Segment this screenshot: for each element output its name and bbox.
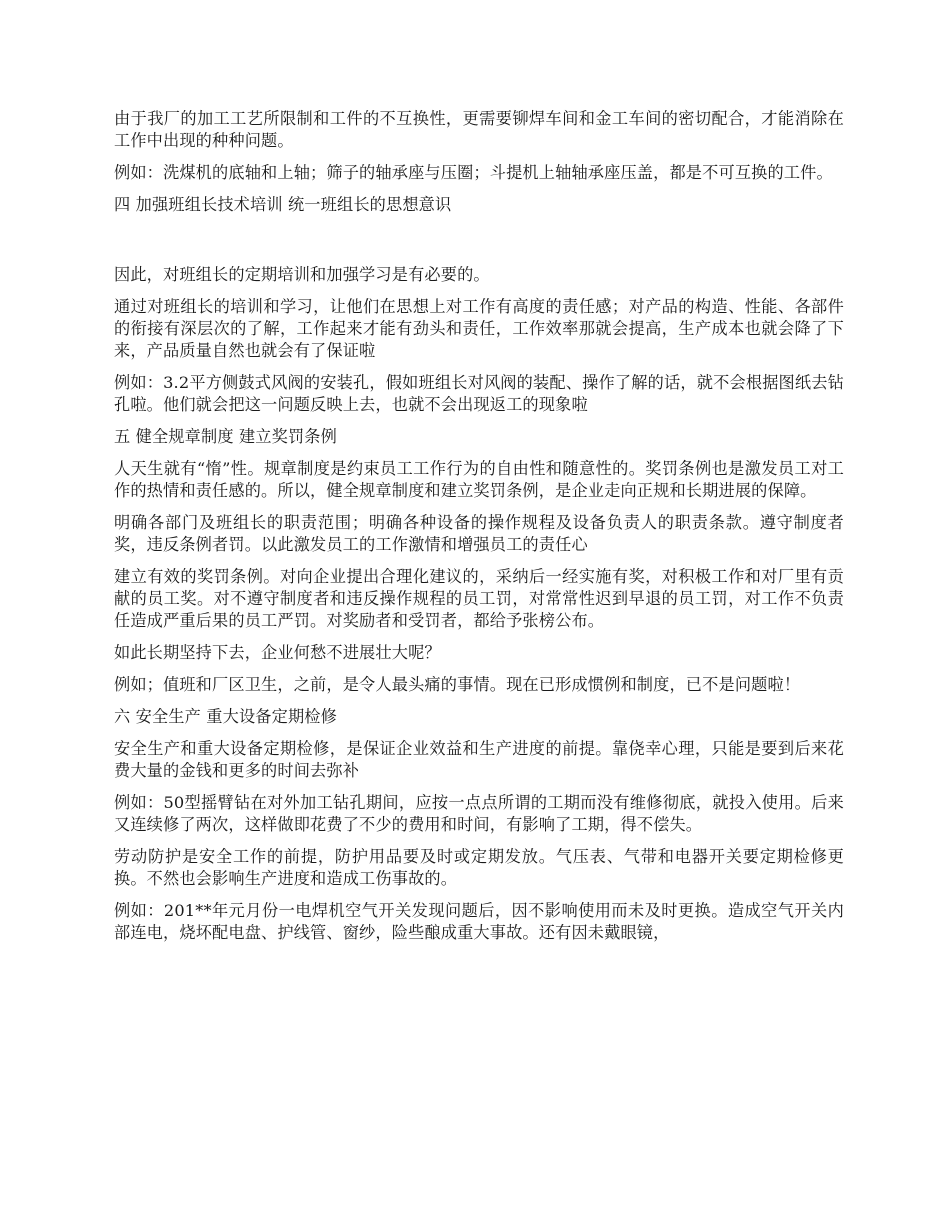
paragraph: 如此长期坚持下去，企业何愁不进展壮大呢？ <box>114 643 441 662</box>
paragraph: 例如；值班和厂区卫生，之前，是令人最头痛的事情。现在已形成惯例和制度，已不是问题啦！ <box>114 675 801 694</box>
paragraph: 例如：50型摇臂钻在对外加工钻孔期间，应按一点点所谓的工期而没有维修彻底，就投入使用。后来又连续修了两次，这样做即花费了不少的费用和时间，有影响了工期，得不偿失。 <box>114 793 844 834</box>
paragraph: 例如：201**年元月份一电焊机空气开关发现问题后，因不影响使用而未及时更换。造成空气开关内部连电，烧坏配电盘、护线管、窗纱，险些酿成重大事故。还有因未戴眼镜， <box>114 901 844 942</box>
paragraph: 明确各部门及班组长的职责范围；明确各种设备的操作规程及设备负责人的职责条款。遵守制度者奖，违反条例者罚。以此激发员工的工作激情和增强员工的责任心 <box>114 513 844 554</box>
paragraph: 例如：3.2平方侧鼓式风阀的安装孔，假如班组长对风阀的装配、操作了解的话，就不会根据图纸去钻孔啦。他们就会把这一问题反映上去，也就不会出现返工的现象啦 <box>114 373 844 414</box>
document-body <box>114 108 844 954</box>
paragraph: 人天生就有“惰”性。规章制度是约束员工工作行为的自由性和随意性的。奖罚条例也是激发员工对工作的热情和责任感的。所以，健全规章制度和建立奖罚条例，是企业走向正规和长期进展的保障。 <box>114 459 844 500</box>
section-heading-4: 四 加强班组长技术培训 统一班组长的思想意识 <box>114 195 452 214</box>
paragraph: 劳动防护是安全工作的前提，防护用品要及时或定期发放。气压表、气带和电器开关要定期检修更换。不然也会影响生产进度和造成工伤事故的。 <box>114 847 844 888</box>
paragraph: 因此，对班组长的定期培训和加强学习是有必要的。 <box>114 265 490 284</box>
paragraph: 安全生产和重大设备定期检修，是保证企业效益和生产进度的前提。靠侥幸心理，只能是要到后来花费大量的金钱和更多的时间去弥补 <box>114 739 844 780</box>
blank-spacer <box>114 226 844 264</box>
section-heading-5: 五 健全规章制度 建立奖罚条例 <box>114 427 337 446</box>
paragraph: 通过对班组长的培训和学习，让他们在思想上对工作有高度的责任感；对产品的构造、性能、各部件的衔接有深层次的了解，工作起来才能有劲头和责任，工作效率那就会提高，生产成本也就会降了下来，产品质量自然也就会有了保证啦 <box>114 297 844 360</box>
paragraph: 建立有效的奖罚条例。对向企业提出合理化建议的，采纳后一经实施有奖，对积极工作和对厂里有贡献的员工奖。对不遵守制度者和违反操作规程的员工罚，对常常性迟到早退的员工罚，对工作不负责任造成严重后果的员工严罚。对奖励者和受罚者，都给予张榜公布。 <box>114 567 844 630</box>
paragraph: 由于我厂的加工工艺所限制和工件的不互换性，更需要铆焊车间和金工车间的密切配合，才能消除在工作中出现的种种问题。 <box>114 109 844 150</box>
section-heading-6: 六 安全生产 重大设备定期检修 <box>114 707 337 726</box>
paragraph: 例如：洗煤机的底轴和上轴；筛子的轴承座与压圈；斗提机上轴轴承座压盖，都是不可互换的工件。 <box>114 163 833 182</box>
